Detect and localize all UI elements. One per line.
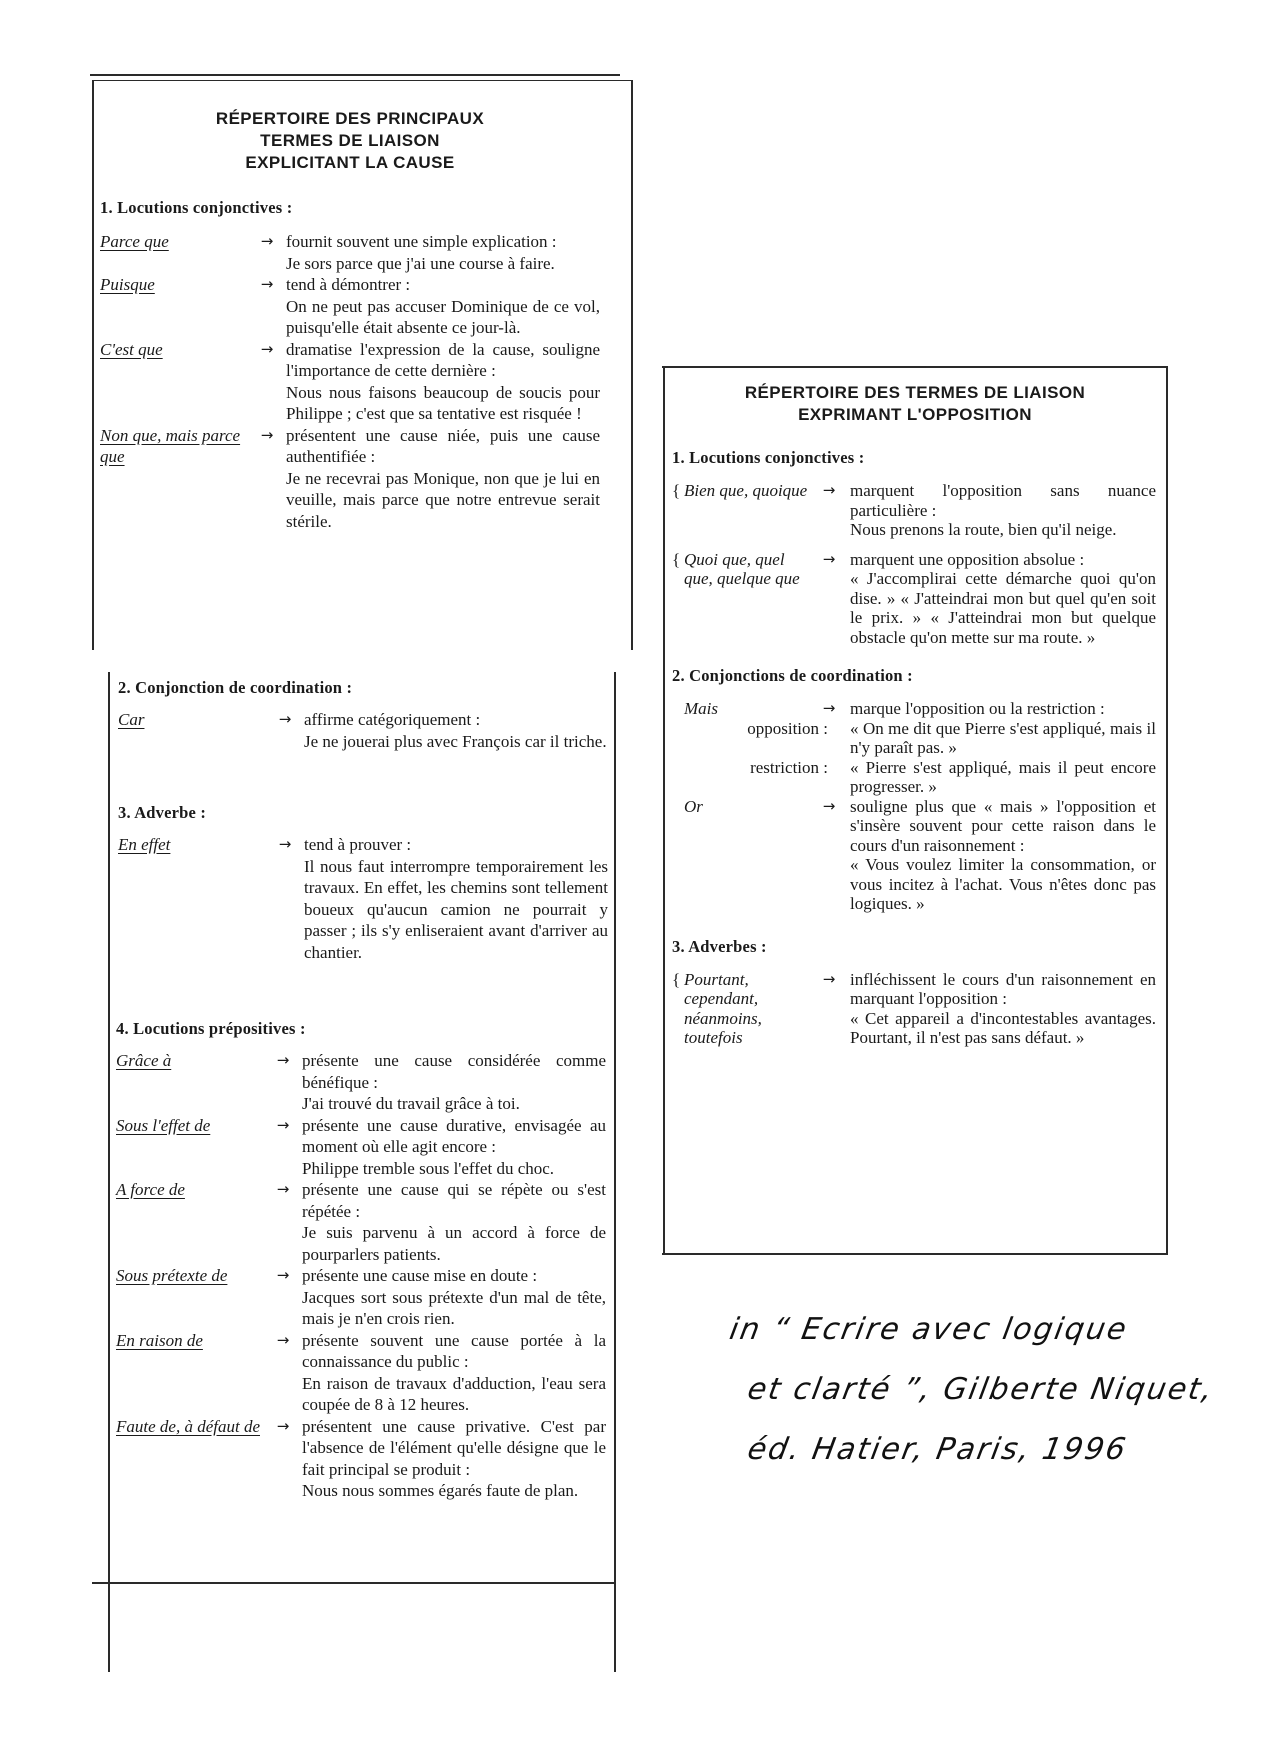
term-entry — [116, 1265, 606, 1330]
handwritten-citation-line: éd. Hatier, Paris, 1996 — [744, 1432, 1131, 1467]
arrow-icon: → — [276, 1266, 290, 1284]
cause-title-line: TERMES DE LIAISON — [260, 131, 440, 150]
term-label: Bien que, quoique — [684, 481, 808, 500]
term-example: Nous nous faisons beaucoup de soucis pour Philippe ; c'est que sa tentative est risquée ! — [286, 382, 600, 423]
right-top-border — [662, 366, 1168, 368]
term-example: Je sors parce que j'ai une course à faire. — [286, 253, 555, 273]
term-label: Grâce à — [116, 1051, 172, 1070]
term-entry — [100, 231, 600, 274]
term-label: Parce que — [100, 232, 169, 251]
term-entry — [672, 797, 1156, 914]
term-description: présente une cause considérée comme bénéfique : — [302, 1051, 606, 1092]
left-top-border — [92, 80, 632, 81]
term-example: « Vous voulez limiter la consommation, or vous incitez à l'achat. Vous n'êtes donc pas logiques. » — [850, 855, 1156, 913]
term-example: « J'accomplirai cette démarche quoi qu'on dise. » « J'atteindrai mon but quel qu'en soit le prix. » « J'atteindrai mon but quelque obstacle qu'on mette sur ma route. » — [850, 569, 1156, 647]
term-label: Quoi que, quel que, quelque que — [684, 549, 800, 588]
term-example: Jacques sort sous prétexte d'un mal de tête, mais je n'en crois rien. — [302, 1287, 606, 1328]
term-description: infléchissent le cours d'un raisonnement en marquant l'opposition : — [850, 969, 1156, 1008]
term-example: Je suis parvenu à un accord à force de pourparlers patients. — [302, 1223, 606, 1264]
arrow-icon: → — [278, 835, 292, 853]
cause-title — [100, 108, 600, 174]
cause-title-line: RÉPERTOIRE DES PRINCIPAUX — [215, 109, 485, 128]
left-bottom-border — [92, 1582, 614, 1584]
term-description: affirme catégoriquement : — [304, 710, 481, 729]
term-example: « Cet appareil a d'incontestables avantages. Pourtant, il n'est pas sans défaut. » — [850, 1008, 1156, 1047]
term-label: Or — [684, 796, 703, 816]
term-entry — [672, 719, 1156, 758]
arrow-icon: → — [822, 549, 836, 568]
left-upper-left-border — [92, 80, 94, 650]
term-label: Non que, mais parce que — [100, 425, 241, 466]
term-entry — [100, 425, 600, 533]
cause-title-line: EXPLICITANT LA CAUSE — [245, 153, 455, 172]
term-description: présente une cause mise en doute : — [302, 1266, 538, 1285]
term-label: Sous prétexte de — [116, 1266, 228, 1285]
left-upper-right-border — [631, 80, 633, 650]
opposition-sections — [672, 447, 1156, 1048]
opposition-title — [668, 382, 1162, 426]
term-description: souligne plus que « mais » l'opposition et s'insère souvent pour cette raison dans le cours d'un raisonnement : — [850, 796, 1156, 855]
term-example: J'ai trouvé du travail grâce à toi. — [302, 1094, 520, 1113]
term-label: Sous l'effet de — [116, 1115, 211, 1135]
term-description: présente souvent une cause portée à la connaissance du public : — [302, 1330, 606, 1371]
term-description: marquent une opposition absolue : — [850, 549, 1085, 569]
brace-icon: { — [672, 549, 681, 569]
left-lower-left-border — [108, 672, 110, 1672]
term-entry — [672, 699, 1156, 719]
term-label: Faute de, à défaut de — [116, 1416, 260, 1436]
term-entry — [118, 834, 608, 963]
section-heading: 1. Locutions conjonctives : — [672, 448, 865, 467]
term-example: Je ne jouerai plus avec François car il triche. — [304, 731, 607, 751]
term-label: En effet — [118, 835, 171, 854]
term-example: Nous nous sommes égarés faute de plan. — [302, 1481, 579, 1500]
term-example: « On me dit que Pierre s'est appliqué, mais il n'y paraît pas. » — [850, 718, 1156, 757]
term-label: Pourtant, cependant, néanmoins, toutefois — [684, 969, 762, 1047]
handwritten-citation-line: in “ Ecrire avec logique — [726, 1312, 1131, 1347]
term-entry — [116, 1115, 606, 1180]
term-example: On ne peut pas accuser Dominique de ce vol, puisqu'elle était absente ce jour-là. — [286, 296, 600, 337]
term-description: fournit souvent une simple explication : — [286, 232, 557, 251]
term-description: présente une cause durative, envisagée au moment où elle agit encore : — [302, 1115, 606, 1156]
term-label: En raison de — [116, 1330, 203, 1350]
term-description: marque l'opposition ou la restriction : — [850, 699, 1105, 718]
section-heading: 4. Locutions prépositives : — [116, 1019, 306, 1038]
right-right-border — [1166, 366, 1168, 1254]
term-entry — [118, 709, 608, 752]
opposition-repertoire — [668, 382, 1162, 426]
arrow-icon: → — [822, 481, 836, 499]
arrow-icon: → — [822, 699, 836, 717]
term-label: A force de — [116, 1180, 185, 1199]
term-entry — [672, 550, 1156, 648]
right-left-border — [663, 366, 665, 1254]
handwritten-citation-line: et clarté ”, Gilberte Niquet, — [744, 1372, 1217, 1407]
cause-section-3 — [118, 802, 608, 963]
sub-label: opposition : — [747, 718, 828, 738]
sub-label: restriction : — [750, 757, 828, 777]
opposition-title-line: EXPRIMANT L'OPPOSITION — [798, 405, 1032, 424]
term-description: présentent une cause niée, puis une cause authentifiée : — [286, 425, 600, 466]
term-example: Il nous faut interrompre temporairement les travaux. En effet, les chemins sont tellement boueux qu'aucun camion ne pourrait y passer ; ils s'y enliseraient avant d'arriver au chantier. — [304, 856, 608, 962]
cause-section-4 — [116, 1018, 606, 1502]
term-example: Philippe tremble sous l'effet du choc. — [302, 1158, 555, 1178]
arrow-icon: → — [276, 1115, 290, 1134]
section-heading: 2. Conjonctions de coordination : — [672, 666, 913, 685]
term-entry — [116, 1050, 606, 1115]
term-entry — [116, 1416, 606, 1502]
term-description: tend à démontrer : — [286, 275, 411, 294]
arrow-icon: → — [260, 425, 274, 444]
brace-icon: { — [672, 969, 681, 989]
left-top-rule — [90, 74, 620, 76]
opposition-title-line: RÉPERTOIRE DES TERMES DE LIAISON — [744, 383, 1086, 402]
section-heading: 3. Adverbes : — [672, 936, 767, 956]
cause-repertoire — [100, 108, 600, 174]
term-label: Mais — [684, 699, 718, 718]
term-entry — [672, 481, 1156, 540]
cause-section-1 — [100, 197, 600, 532]
arrow-icon: → — [822, 969, 836, 988]
arrow-icon: → — [260, 339, 274, 358]
arrow-icon: → — [276, 1330, 290, 1349]
term-example: Je ne recevrai pas Monique, non que je lui en veuille, mais parce que notre entrevue serait stérile. — [286, 468, 600, 531]
left-lower-right-border — [614, 672, 616, 1672]
term-label: C'est que — [100, 339, 163, 359]
term-entry — [116, 1179, 606, 1265]
term-description: présentent une cause privative. C'est par l'absence de l'élément qu'elle désigne que le fait principal se produit : — [302, 1416, 606, 1479]
section-heading: 2. Conjonction de coordination : — [118, 678, 353, 697]
term-entry — [100, 274, 600, 339]
arrow-icon: → — [276, 1416, 290, 1435]
term-entry — [672, 758, 1156, 797]
term-entry — [116, 1330, 606, 1416]
term-entry — [672, 970, 1156, 1048]
arrow-icon: → — [276, 1180, 290, 1198]
term-entry — [100, 339, 600, 425]
term-description: dramatise l'expression de la cause, souligne l'importance de cette dernière : — [286, 339, 600, 380]
term-example: « Pierre s'est appliqué, mais il peut encore progresser. » — [850, 757, 1156, 796]
arrow-icon: → — [276, 1051, 290, 1069]
section-heading: 1. Locutions conjonctives : — [100, 198, 293, 217]
term-label: Puisque — [100, 275, 155, 294]
arrow-icon: → — [260, 232, 274, 250]
section-heading: 3. Adverbe : — [118, 803, 207, 822]
arrow-icon: → — [278, 710, 292, 728]
term-example: Nous prenons la route, bien qu'il neige. — [850, 520, 1117, 539]
brace-icon: { — [672, 481, 681, 500]
term-description: tend à prouver : — [304, 835, 412, 854]
term-example: En raison de travaux d'adduction, l'eau sera coupée de 8 à 12 heures. — [302, 1373, 606, 1414]
term-description: marquent l'opposition sans nuance particulière : — [850, 481, 1156, 520]
right-bottom-border — [662, 1253, 1168, 1255]
term-description: présente une cause qui se répète ou s'est répétée : — [302, 1180, 606, 1221]
cause-section-2 — [118, 677, 608, 752]
arrow-icon: → — [260, 275, 274, 293]
arrow-icon: → — [822, 796, 836, 815]
term-label: Car — [118, 710, 145, 729]
